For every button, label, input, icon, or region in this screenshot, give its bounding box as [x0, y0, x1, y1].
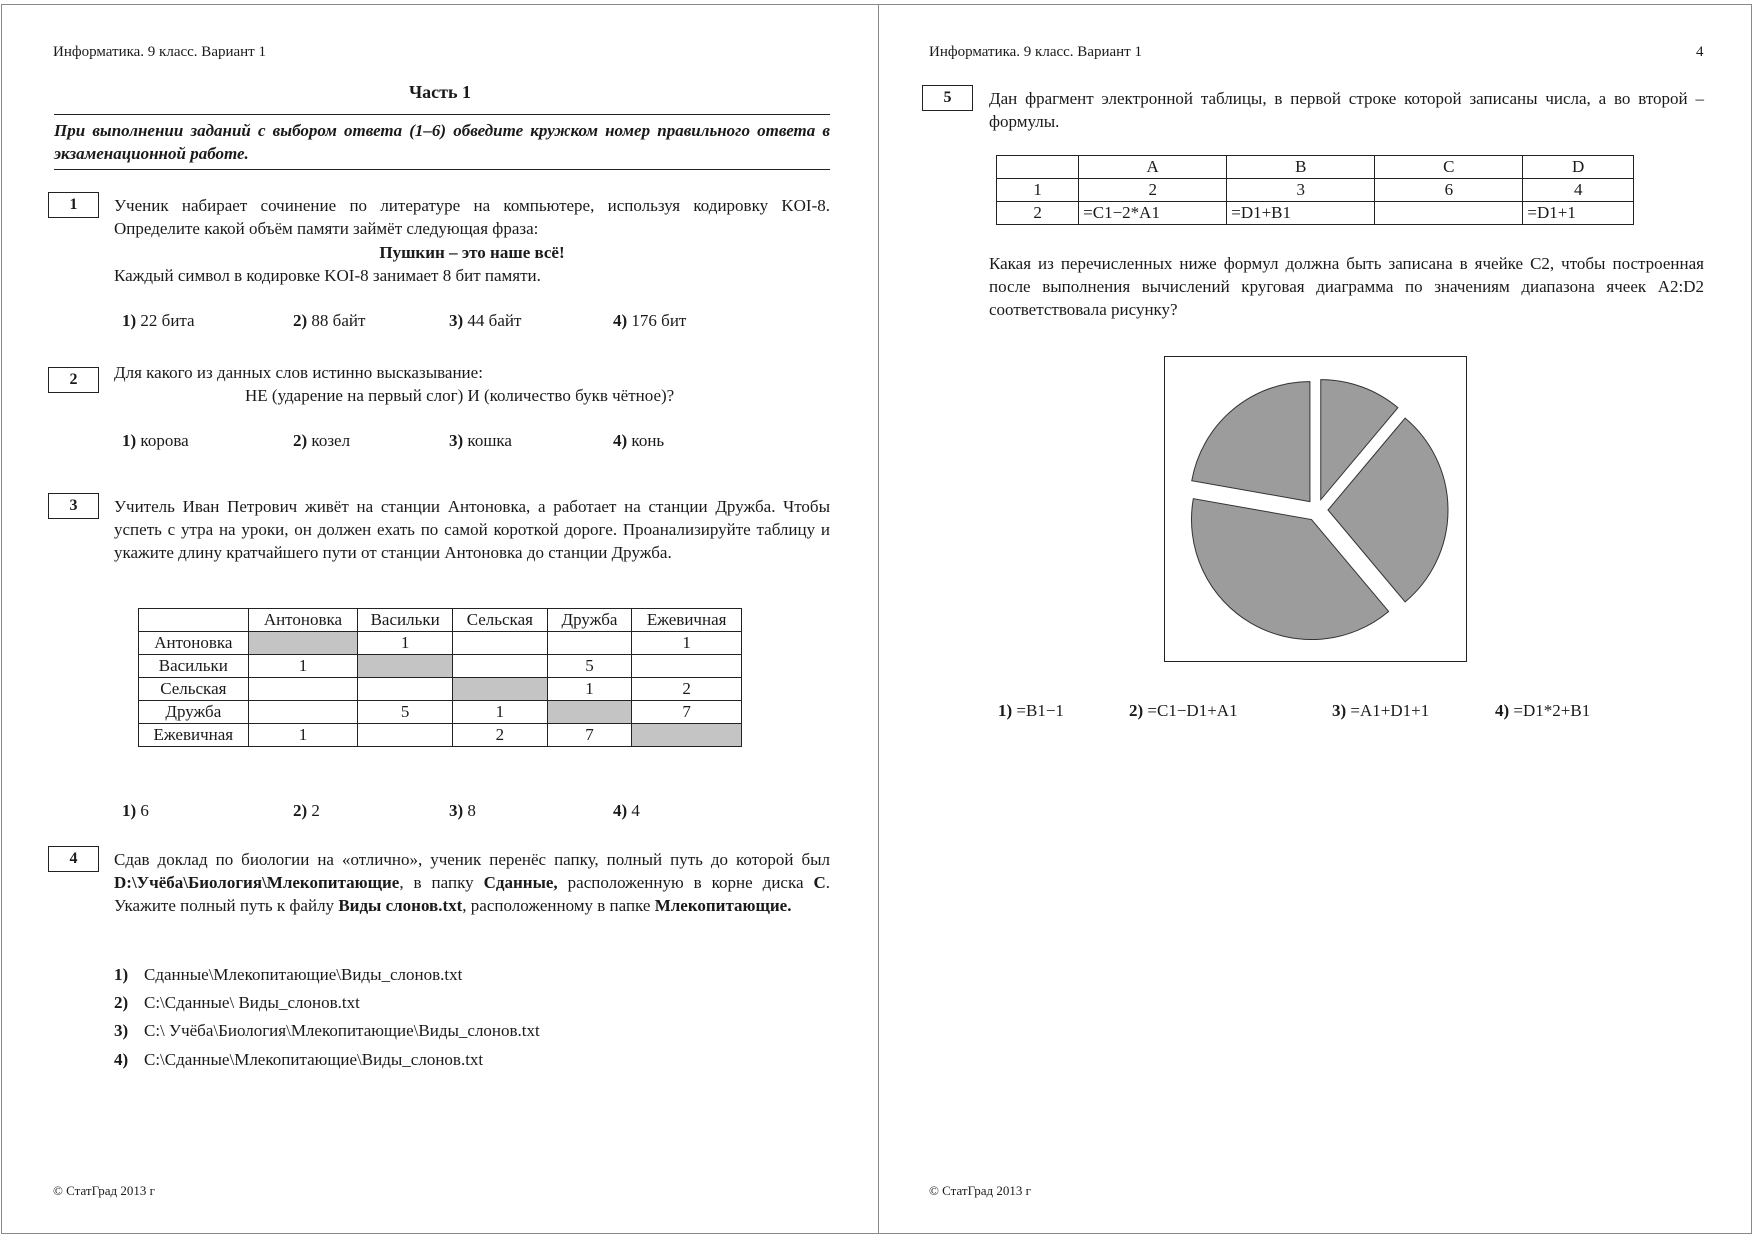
table-cell: 5 [547, 655, 632, 678]
table-cell [632, 655, 742, 678]
q2-option-3[interactable]: 3) кошка [449, 431, 512, 450]
question-number-box: 1 [48, 192, 99, 218]
q3-option-3[interactable]: 3) 8 [449, 801, 476, 820]
table-cell [632, 724, 742, 747]
q1-option-3[interactable]: 3) 44 байт [449, 311, 522, 330]
page-number: 4 [1696, 44, 1704, 60]
table-cell: 1 [358, 632, 453, 655]
table-cell: C [1375, 156, 1523, 179]
table-cell: Дружба [547, 609, 632, 632]
table-header-row [139, 609, 742, 632]
table-cell: Ежевичная [139, 724, 249, 747]
table-cell: 2 [452, 724, 547, 747]
table-cell: 1 [547, 678, 632, 701]
q1-phrase: Пушкин – это наше всё! [379, 243, 565, 262]
q2-option-4[interactable]: 4) конь [613, 431, 665, 450]
q3-distance-table [138, 608, 742, 747]
part-title: Часть 1 [408, 82, 472, 102]
q5-text: Дан фрагмент электронной таблицы, в первой строке которой записаны числа, а во второй – формулы. [989, 89, 1704, 131]
q1-option-2[interactable]: 2) 88 байт [293, 311, 366, 330]
table-cell [358, 678, 453, 701]
table-cell: 7 [632, 701, 742, 724]
question-number-box: 4 [48, 846, 99, 872]
table-cell [248, 701, 358, 724]
left-page-footer: © СтатГрад 2013 г [53, 1183, 155, 1198]
q2-condition: НЕ (ударение на первый слог) И (количество букв чётное)? [245, 386, 675, 405]
q5-option-3[interactable]: 3) =A1+D1+1 [1332, 701, 1430, 720]
table-cell: Ежевичная [632, 609, 742, 632]
pie-chart-frame [1164, 356, 1467, 662]
table-row [997, 202, 1634, 225]
table-cell: 2 [632, 678, 742, 701]
table-header-row [997, 156, 1634, 179]
table-cell [452, 632, 547, 655]
question-number-box: 3 [48, 493, 99, 519]
table-cell: 4 [1523, 179, 1634, 202]
q4-option-4[interactable]: 4) С:\Сданные\Млекопитающие\Виды_слонов.txt [114, 1050, 484, 1069]
table-cell [452, 678, 547, 701]
q3-text: Учитель Иван Петрович живёт на станции Антоновка, а работает на станции Дружба. Чтобы успеть с утра на уроки, он должен ехать по самой короткой дороге. Проанализируйте таблицу и укажите длину кратчайшего пути от станции Антоновка до станции Дружба. [114, 497, 830, 562]
table-cell: 1 [452, 701, 547, 724]
table-cell [358, 724, 453, 747]
q1-option-4[interactable]: 4) 176 бит [613, 311, 687, 330]
table-cell: 7 [547, 724, 632, 747]
q3-option-1[interactable]: 1) 6 [122, 801, 149, 820]
question-number-box: 5 [922, 85, 973, 111]
pie-chart [1165, 357, 1466, 661]
table-cell: Антоновка [248, 609, 358, 632]
table-row [997, 179, 1634, 202]
table-cell: Дружба [139, 701, 249, 724]
table-cell [248, 632, 358, 655]
q4-option-1[interactable]: 1) Сданные\Млекопитающие\Виды_слонов.txt [114, 965, 463, 984]
q2-text: Для какого из данных слов истинно высказывание: [114, 363, 483, 382]
table-cell: Сельская [452, 609, 547, 632]
q4-text: Сдав доклад по биологии на «отлично», ученик перенёс папку, полный путь до которой был D:\Учёба\Биология\Млекопитающие, в папку Сданные, расположенную в корне диска С. Укажите полный путь к файлу Виды слонов.txt, расположенному в папке Млекопитающие. [114, 850, 831, 915]
table-cell: 3 [1227, 179, 1375, 202]
table-cell: Васильки [358, 609, 453, 632]
q5-option-4[interactable]: 4) =D1*2+B1 [1495, 701, 1591, 720]
table-cell: 5 [358, 701, 453, 724]
table-cell [358, 655, 453, 678]
left-page [1, 4, 879, 1234]
instructions-block [54, 114, 830, 170]
table-cell: =D1+1 [1523, 202, 1634, 225]
table-cell [1375, 202, 1523, 225]
table-cell: 1 [248, 655, 358, 678]
table-cell: Васильки [139, 655, 249, 678]
q2-option-1[interactable]: 1) корова [122, 431, 189, 450]
table-cell: Сельская [139, 678, 249, 701]
q1-option-1[interactable]: 1) 22 бита [122, 311, 195, 330]
question-number-box: 2 [48, 367, 99, 393]
table-cell: B [1227, 156, 1375, 179]
q1-note: Каждый символ в кодировке KOI-8 занимает 8 бит памяти. [114, 266, 541, 285]
table-cell: 1 [632, 632, 742, 655]
q1-text: Ученик набирает сочинение по литературе на компьютере, используя кодировку KOI-8. Определите какой объём памяти займёт следующая фраза: [114, 196, 830, 238]
table-row [139, 632, 742, 655]
table-cell [248, 678, 358, 701]
table-cell [139, 609, 249, 632]
q5-question: Какая из перечисленных ниже формул должна быть записана в ячейке C2, чтобы построенная после выполнения вычислений круговая диаграмма по значениям диапазона ячеек A2:D2 соответствовала рисунку? [989, 254, 1704, 319]
pie-slice-c2 [1192, 382, 1310, 502]
table-row [139, 701, 742, 724]
table-row [139, 724, 742, 747]
table-cell: 1 [997, 179, 1079, 202]
q4-option-2[interactable]: 2) С:\Сданные\ Виды_слонов.txt [114, 993, 360, 1012]
q5-spreadsheet-table [996, 155, 1634, 225]
table-cell [452, 655, 547, 678]
table-cell: D [1523, 156, 1634, 179]
q3-option-2[interactable]: 2) 2 [293, 801, 320, 820]
q4-option-3[interactable]: 3) С:\ Учёба\Биология\Млекопитающие\Виды_слонов.txt [114, 1021, 540, 1040]
table-cell: A [1079, 156, 1227, 179]
q5-option-1[interactable]: 1) =B1−1 [998, 701, 1064, 720]
table-cell: 2 [997, 202, 1079, 225]
table-cell [997, 156, 1079, 179]
q2-option-2[interactable]: 2) козел [293, 431, 351, 450]
table-cell: 6 [1375, 179, 1523, 202]
table-cell [547, 632, 632, 655]
right-page-header: Информатика. 9 класс. Вариант 1 [929, 44, 1142, 60]
table-cell: =C1−2*A1 [1079, 202, 1227, 225]
q3-option-4[interactable]: 4) 4 [613, 801, 640, 820]
table-cell: 1 [248, 724, 358, 747]
q5-option-2[interactable]: 2) =C1−D1+A1 [1129, 701, 1238, 720]
right-page-footer: © СтатГрад 2013 г [929, 1183, 1031, 1198]
instructions-text: При выполнении заданий с выбором ответа (1–6) обведите кружком номер правильного ответа в экзаменационной работе. [54, 121, 830, 163]
left-page-header: Информатика. 9 класс. Вариант 1 [53, 44, 266, 60]
table-cell: 2 [1079, 179, 1227, 202]
table-cell: =D1+B1 [1227, 202, 1375, 225]
table-row [139, 655, 742, 678]
table-row [139, 678, 742, 701]
table-cell: Антоновка [139, 632, 249, 655]
table-cell [547, 701, 632, 724]
